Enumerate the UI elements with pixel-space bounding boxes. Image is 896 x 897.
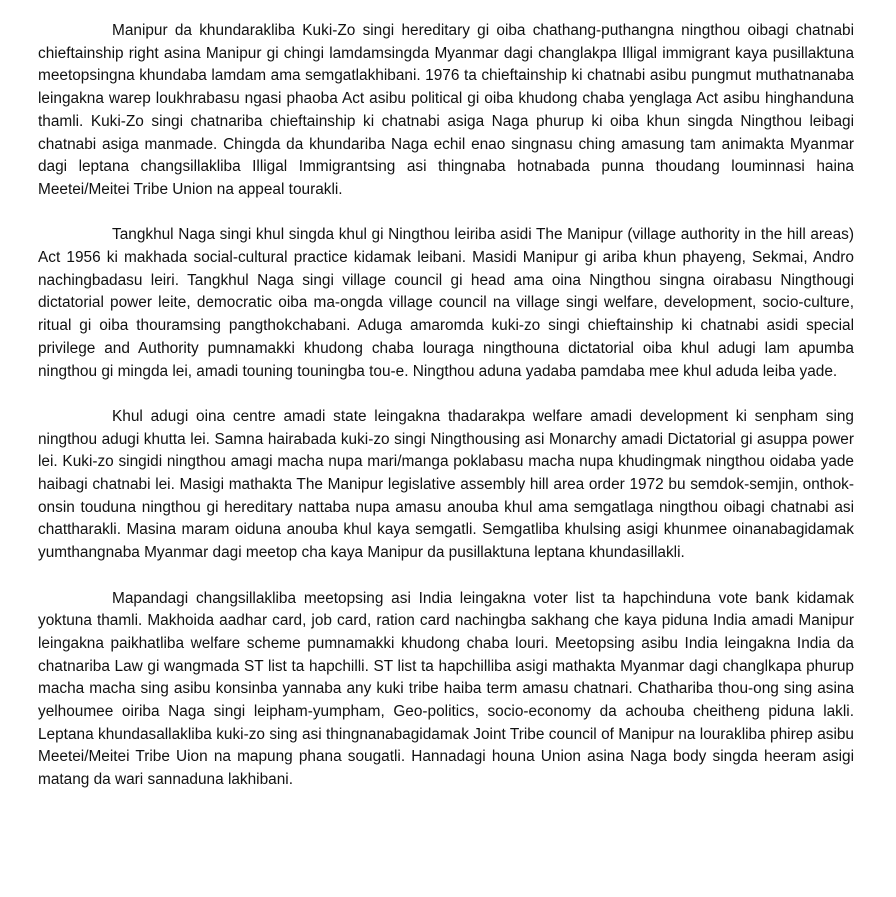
paragraph-tangkhul-naga-village-council: Tangkhul Naga singi khul singda khul gi Ningthou leiriba asidi The Manipur (village authority in the hill areas) Act 1956 ki makhada social-cultural practice kidamak leibani. Masidi Manipur gi ariba khun phayeng, Sekmai, Andro nachingbadasu leiri. Tangkhul Naga singi village council gi head ama oina Ningthou singna oirabasu Ningthougi dictatorial power leite, democratic oiba ma-ongda village council na village singi welfare, development, socio-culture, ritual gi oiba thouramsing pangthokchabani. Aduga amaromda kuki-zo singi chieftainship ki chatnabi asidi special privilege and Authority pumnamakki khudong chaba louraga ningthouna dictatorial oiba khul adugi lam apumba ningthou gi mingda lei, amadi touning touningba tou-e. Ningthou aduna yadaba pamdaba mee khul aduda leiba yade. bbox=[38, 226, 854, 380]
paragraph-voter-list-and-st-list: Mapandagi changsillakliba meetopsing asi India leingakna voter list ta hapchinduna vote bank kidamak yoktuna thamli. Makhoida aadhar card, job card, ration card nachingba sakhang che kaya piduna India amadi Manipur leingakna paikhatliba welfare scheme pumnamakki khudong chaba louri. Meetopsing asibu India leingakna India da chatnariba Law gi wangmada ST list ta hapchilli. ST list ta hapchilliba asigi mathakta Myanmar dagi changlkapa phurup macha macha sing asibu konsinba yannaba any kuki tribe haiba term amasu chatnari. Chathariba thou-ong sing asina yelhoumee oiriba Naga singi leipham-yumpham, Geo-politics, socio-economy da achouba cheitheng piduna lakli. Leptana khundasallakliba kuki-zo sing asi thingnanabagidamak Joint Tribe council of Manipur na louraklibа phirep asibu Meetei/Meitei Tribe Uion na mapung phana sougatli. Hannadagi houna Union asina Naga body singda heeram asigi matang da wari sannaduna lakhibani. bbox=[38, 589, 854, 789]
paragraph-chieftainship-appeal: Manipur da khundarakliba Kuki-Zo singi hereditary gi oiba chathang-puthangna ningthou oibagi chatnabi chieftainship right asina Manipur gi chingi lamdamsingda Myanmar dagi changlakpa Illigal immigrant kaya pusillaktuna meetopsingna khundaba lamdam ama semgatlakhibani. 1976 ta chieftainship ki chatnabi asibu pungmut muthatnanaba leingakna warep loukhrabasu ngasi phaoba Act asibu political gi oiba khudong chaba yenglaga Act asibu hinghanduna thamli. Kuki-Zo singi chatnariba chieftainship ki chatnabi asiga Naga phurup ki oiba khun singda Ningthou leibagi chatnabi asiga manmade. Chingda da khundariba Naga echil enao singnasu ching amasung tam animakta Myanmar dagi leptana changsillakliba Illigal Immigrantsing asi thingnaba hotnabada punna thoudang louminnasi haina Meetei/Meitei Tribe Union na appeal tourakli. bbox=[38, 22, 854, 198]
document-page bbox=[38, 20, 854, 815]
paragraph-monarchy-and-new-villages: Khul adugi oina centre amadi state leingakna thadarakpa welfare amadi development ki senpham sing ningthou adugi khutta lei. Samna hairabada kuki-zo singi Ningthousing asi Monarchy amadi Dictatorial gi asuppa power lei. Kuki-zo singidi ningthou amagi macha nupa mari/manga poklabasu macha nupa khudingmak ningthou oidaba yade haibagi chatnabi lei. Masigi mathakta The Manipur legislative assembly hill area order 1972 bu semdok-semjin, onthok-onsin touduna ningthou gi hereditary nattaba nupa amasu anouba khul ama semgatlaga ningthou oibagi chatnabi asi chattharakli. Masina maram oiduna anouba khul kaya semgatli. Semgatliba khulsing asigi khunmee oinanabagidamak yumthangnaba Myanmar dagi meetop cha kaya Manipur da pusillaktuna leptana khundasillakli. bbox=[38, 407, 854, 562]
